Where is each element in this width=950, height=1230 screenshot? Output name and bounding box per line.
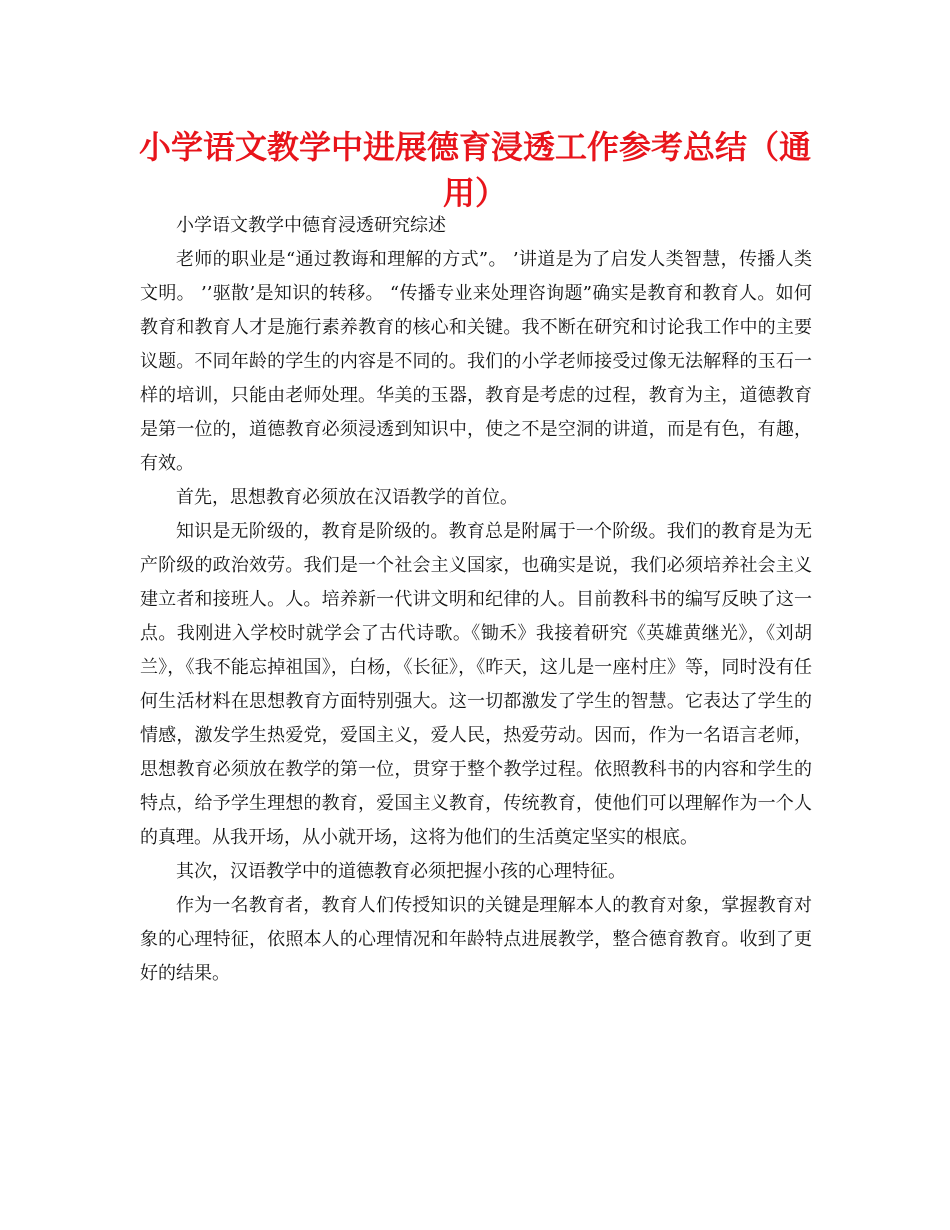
- paragraph-first-detail: 知识是无阶级的，教育是阶级的。教育总是附属于一个阶级。我们的教育是为无产阶级的政治效劳。我们是一个社会主义国家，也确实是说，我们必须培养社会主义建立者和接班人。人。培养新一代讲文明和纪律的人。目前教科书的编写反映了这一点。我刚进入学校时就学会了古代诗歌。《锄禾》我接着研究《英雄黄继光》，《刘胡兰》，《我不能忘掉祖国》，白杨，《长征》，《昨天，这儿是一座村庄》等，同时没有任何生活材料在思想教育方面特别强大。这一切都激发了学生的智慧。它表达了学生的情感，激发学生热爱党，爱国主义，爱人民，热爱劳动。因而，作为一名语言老师，思想教育必须放在教学的第一位，贯穿于整个教学过程。依照教科书的内容和学生的特点，给予学生理想的教育，爱国主义教育，传统教育，使他们可以理解作为一个人的真理。从我开场，从小就开场，这将为他们的生活奠定坚实的根底。: [140, 521, 812, 848]
- document-body: [140, 209, 812, 991]
- paragraph-subtitle: 小学语文教学中德育浸透研究综述: [176, 215, 446, 236]
- paragraph-second-point: 其次，汉语教学中的道德教育必须把握小孩的心理特征。: [176, 861, 626, 882]
- paragraph-second-detail: 作为一名教育者，教育人们传授知识的关键是理解本人的教育对象，掌握教育对象的心理特征，依照本人的心理情况和年龄特点进展教学，整合德育教育。收到了更好的结果。: [140, 895, 812, 984]
- paragraph-intro: 老师的职业是“通过教诲和理解的方式”。 ’讲道是为了启发人类智慧，传播人类文明。 ’’驱散’是知识的转移。 “传播专业来处理咨询题”确实是教育和教育人。如何教育和教育人才是施行素养教育的核心和关键。我不断在研究和讨论我工作中的主要议题。不同年龄的学生的内容是不同的。我们的小学老师接受过像无法解释的玉石一样的培训，只能由老师处理。华美的玉器，教育是考虑的过程，教育为主，道德教育是第一位的，道德教育必须浸透到知识中，使之不是空洞的讲道，而是有色，有趣，有效。: [140, 249, 812, 474]
- document-title: 小学语文教学中进展德育浸透工作参考总结（通用）: [138, 128, 811, 212]
- paragraph-first-point: 首先，思想教育必须放在汉语教学的首位。: [176, 487, 518, 508]
